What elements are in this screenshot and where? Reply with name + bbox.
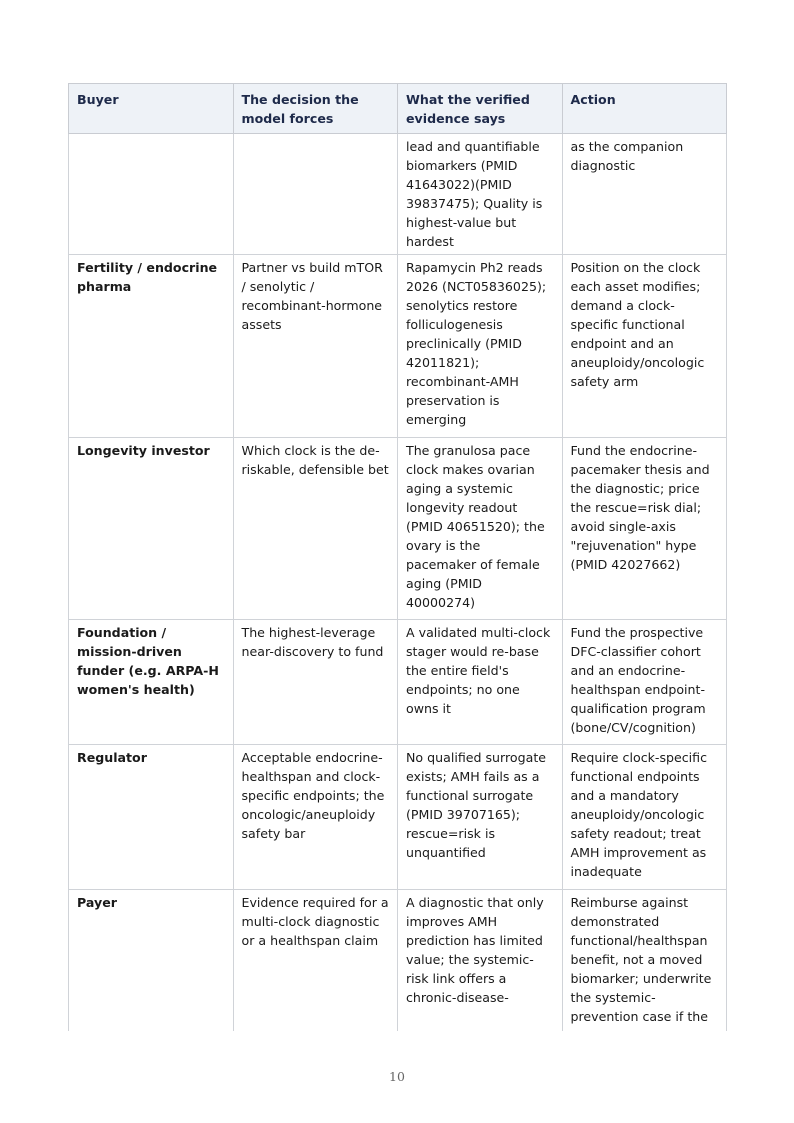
evidence-cell: A validated multi-clock stager would re-base the entire field's endpoints; no one owns it bbox=[398, 620, 563, 745]
table-row bbox=[69, 255, 727, 438]
evidence-cell: Rapamycin Ph2 reads 2026 (NCT05836025); senolytics restore folliculogenesis preclinically (PMID 42011821); recombinant-AMH preservation is emerging bbox=[398, 255, 563, 438]
action-cell: as the companion diagnostic bbox=[562, 134, 727, 255]
action-cell: Fund the prospective DFC-classifier cohort and an endocrine-healthspan endpoint-qualification program (bone/CV/cognition) bbox=[562, 620, 727, 745]
evidence-cell: lead and quantifiable biomarkers (PMID 41643022)(PMID 39837475); Quality is highest-value but hardest bbox=[398, 134, 563, 255]
table-row bbox=[69, 620, 727, 745]
decision-cell bbox=[233, 134, 398, 255]
table-row bbox=[69, 134, 727, 255]
page-number: 10 bbox=[389, 1069, 405, 1084]
header-evidence: What the verified evidence says bbox=[398, 84, 563, 134]
header-decision: The decision the model forces bbox=[233, 84, 398, 134]
action-cell: Fund the endocrine-pacemaker thesis and the diagnostic; price the rescue=risk dial; avoid single-axis "rejuvenation" hype (PMID 42027662) bbox=[562, 438, 727, 620]
decision-cell: Evidence required for a multi-clock diagnostic or a healthspan claim bbox=[233, 890, 398, 1032]
action-cell: Require clock-specific functional endpoints and a mandatory aneuploidy/oncologic safety readout; treat AMH improvement as inadequate bbox=[562, 745, 727, 890]
buyer-cell: Fertility / endocrine pharma bbox=[69, 255, 234, 438]
buyer-cell: Payer bbox=[69, 890, 234, 1032]
buyer-cell: Regulator bbox=[69, 745, 234, 890]
evidence-cell: A diagnostic that only improves AMH prediction has limited value; the systemic-risk link offers a chronic-disease- bbox=[398, 890, 563, 1032]
header-action: Action bbox=[562, 84, 727, 134]
decision-cell: The highest-leverage near-discovery to fund bbox=[233, 620, 398, 745]
decision-cell: Which clock is the de-riskable, defensible bet bbox=[233, 438, 398, 620]
table-row bbox=[69, 890, 727, 1032]
evidence-cell: The granulosa pace clock makes ovarian aging a systemic longevity readout (PMID 40651520); the ovary is the pacemaker of female aging (PMID 40000274) bbox=[398, 438, 563, 620]
buyer-cell: Foundation / mission-driven funder (e.g. ARPA-H women's health) bbox=[69, 620, 234, 745]
table-header-row bbox=[69, 84, 727, 134]
buyer-cell bbox=[69, 134, 234, 255]
decision-cell: Partner vs build mTOR / senolytic / recombinant-hormone assets bbox=[233, 255, 398, 438]
action-cell: Position on the clock each asset modifies; demand a clock-specific functional endpoint and an aneuploidy/oncologic safety arm bbox=[562, 255, 727, 438]
decision-cell: Acceptable endocrine-healthspan and clock-specific endpoints; the oncologic/aneuploidy safety bar bbox=[233, 745, 398, 890]
header-buyer: Buyer bbox=[69, 84, 234, 134]
table-row bbox=[69, 745, 727, 890]
evidence-cell: No qualified surrogate exists; AMH fails as a functional surrogate (PMID 39707165); rescue=risk is unquantified bbox=[398, 745, 563, 890]
buyer-decision-table bbox=[68, 83, 727, 1031]
evidence-table-container bbox=[68, 83, 726, 1031]
buyer-cell: Longevity investor bbox=[69, 438, 234, 620]
action-cell: Reimburse against demonstrated functional/healthspan benefit, not a moved biomarker; underwrite the systemic-prevention case if the bbox=[562, 890, 727, 1032]
table-row bbox=[69, 438, 727, 620]
